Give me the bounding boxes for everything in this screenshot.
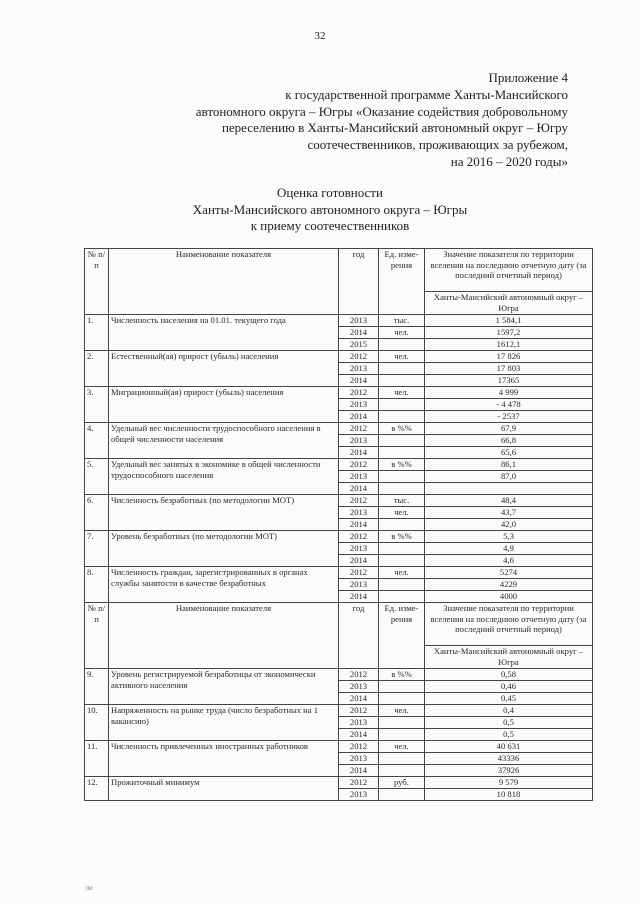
- row-year: 2013: [339, 579, 379, 591]
- row-number: 8.: [85, 567, 109, 603]
- row-year: 2012: [339, 387, 379, 399]
- row-year: 2014: [339, 411, 379, 423]
- header-num: № п/п: [85, 249, 109, 315]
- table-row: [85, 567, 593, 579]
- table-row: [85, 387, 593, 399]
- row-unit: руб.: [379, 777, 425, 789]
- row-unit: в %%: [379, 423, 425, 435]
- row-unit: чел.: [379, 327, 425, 339]
- row-unit: тыс.: [379, 315, 425, 327]
- row-value: 43336: [425, 753, 593, 765]
- row-year: 2013: [339, 315, 379, 327]
- row-number: 7.: [85, 531, 109, 567]
- row-number: 4.: [85, 423, 109, 459]
- appendix-note: [138, 70, 568, 171]
- row-unit: [379, 753, 425, 765]
- header-value: Значение показателя по территории вселения на последнюю отчетную дату (за последний отчетный период): [425, 249, 593, 292]
- row-unit: [379, 399, 425, 411]
- row-value: 17 803: [425, 363, 593, 375]
- row-unit: [379, 339, 425, 351]
- row-year: 2013: [339, 363, 379, 375]
- table-row: [85, 351, 593, 363]
- document-title: [150, 185, 510, 235]
- row-value: 0,46: [425, 681, 593, 693]
- row-unit: тыс.: [379, 495, 425, 507]
- row-year: 2013: [339, 753, 379, 765]
- header-unit: Ед. изме-рения: [379, 603, 425, 669]
- row-year: 2013: [339, 717, 379, 729]
- row-year: 2012: [339, 495, 379, 507]
- row-unit: [379, 483, 425, 495]
- row-value: 17365: [425, 375, 593, 387]
- row-year: 2013: [339, 789, 379, 801]
- row-value: 10 818: [425, 789, 593, 801]
- row-value: 17 826: [425, 351, 593, 363]
- row-number: 2.: [85, 351, 109, 387]
- row-unit: чел.: [379, 741, 425, 753]
- header-value: Значение показателя по территории вселения на последнюю отчетную дату (за последний отчетный период): [425, 603, 593, 646]
- footer-mark: ne: [86, 884, 93, 892]
- row-year: 2014: [339, 447, 379, 459]
- row-number: 10.: [85, 705, 109, 741]
- row-value: 1612,1: [425, 339, 593, 351]
- indicator-name: Численность граждан, зарегистрированных в органах службы занятости в качестве безработных: [109, 567, 339, 603]
- row-value: 5,3: [425, 531, 593, 543]
- table-row: [85, 669, 593, 681]
- appendix-line: автономного округа – Югры «Оказание содействия добровольному: [195, 103, 568, 119]
- row-year: 2013: [339, 471, 379, 483]
- row-value: 42,0: [425, 519, 593, 531]
- row-value: 1597,2: [425, 327, 593, 339]
- row-unit: в %%: [379, 531, 425, 543]
- header-value-sub: Ханты-Мансийский автономный округ – Югра: [425, 292, 593, 315]
- table-row: [85, 741, 593, 753]
- row-value: 87,0: [425, 471, 593, 483]
- appendix-line: к государственной программе Ханты-Мансийского: [285, 86, 568, 102]
- row-value: 0,58: [425, 669, 593, 681]
- appendix-line: соотечественников, проживающих за рубежом,: [307, 137, 568, 153]
- row-year: 2012: [339, 705, 379, 717]
- row-year: 2014: [339, 327, 379, 339]
- indicator-name: Уровень безработных (по методологии МОТ): [109, 531, 339, 567]
- row-year: 2013: [339, 681, 379, 693]
- row-value: 48,4: [425, 495, 593, 507]
- row-value: 4 999: [425, 387, 593, 399]
- row-unit: [379, 579, 425, 591]
- row-year: 2014: [339, 765, 379, 777]
- row-unit: чел.: [379, 387, 425, 399]
- row-year: 2012: [339, 423, 379, 435]
- row-value: 5274: [425, 567, 593, 579]
- row-number: 3.: [85, 387, 109, 423]
- indicator-name: Миграционный(ая) прирост (убыль) населения: [109, 387, 339, 423]
- row-unit: [379, 555, 425, 567]
- row-year: 2012: [339, 669, 379, 681]
- header-year: год: [339, 603, 379, 669]
- row-number: 11.: [85, 741, 109, 777]
- row-year: 2014: [339, 519, 379, 531]
- indicator-name: Естественный(ая) прирост (убыль) населения: [109, 351, 339, 387]
- readiness-table: [84, 248, 593, 801]
- row-value: 65,6: [425, 447, 593, 459]
- row-value: - 2537: [425, 411, 593, 423]
- table-row: [85, 315, 593, 327]
- indicator-name: Численность безработных (по методологии МОТ): [109, 495, 339, 531]
- row-value: 4,6: [425, 555, 593, 567]
- row-year: 2014: [339, 693, 379, 705]
- table-row: [85, 777, 593, 789]
- header-name: Наименование показателя: [109, 249, 339, 315]
- row-year: 2014: [339, 375, 379, 387]
- title-line: Ханты-Мансийского автономного округа – Югры: [192, 201, 468, 217]
- table-row: [85, 495, 593, 507]
- header-unit: Ед. изме-рения: [379, 249, 425, 315]
- table-header-row: [85, 603, 593, 646]
- indicator-name: Численность привлеченных иностранных работников: [109, 741, 339, 777]
- row-unit: [379, 693, 425, 705]
- row-unit: [379, 789, 425, 801]
- row-value: 4000: [425, 591, 593, 603]
- row-value: 4229: [425, 579, 593, 591]
- title-line: к приему соотечественников: [250, 218, 410, 233]
- row-unit: [379, 471, 425, 483]
- row-year: 2012: [339, 531, 379, 543]
- row-year: 2012: [339, 741, 379, 753]
- row-unit: чел.: [379, 507, 425, 519]
- row-year: 2013: [339, 543, 379, 555]
- row-unit: [379, 363, 425, 375]
- row-unit: [379, 519, 425, 531]
- row-year: 2014: [339, 591, 379, 603]
- header-name: Наименование показателя: [109, 603, 339, 669]
- row-value: 86,1: [425, 459, 593, 471]
- row-unit: [379, 447, 425, 459]
- indicator-name: Численность населения на 01.01. текущего года: [109, 315, 339, 351]
- row-unit: [379, 435, 425, 447]
- row-unit: [379, 681, 425, 693]
- header-num: № п/п: [85, 603, 109, 669]
- indicator-name: Уровень регистрируемой безработицы от экономически активного населения: [109, 669, 339, 705]
- row-unit: [379, 717, 425, 729]
- row-value: 43,7: [425, 507, 593, 519]
- page-number: 32: [314, 30, 326, 42]
- row-value: 0,5: [425, 717, 593, 729]
- row-value: 66,8: [425, 435, 593, 447]
- row-unit: [379, 375, 425, 387]
- table-row: [85, 423, 593, 435]
- row-year: 2013: [339, 507, 379, 519]
- row-unit: [379, 729, 425, 741]
- row-year: 2013: [339, 435, 379, 447]
- row-year: 2013: [339, 399, 379, 411]
- row-unit: [379, 591, 425, 603]
- table-body: [85, 249, 593, 801]
- row-value: 40 631: [425, 741, 593, 753]
- row-year: 2012: [339, 777, 379, 789]
- header-value-sub: Ханты-Мансийский автономный округ – Югра: [425, 646, 593, 669]
- row-value: 37926: [425, 765, 593, 777]
- appendix-line: переселению в Ханты-Мансийский автономный округ – Югру: [221, 120, 568, 136]
- title-line: Оценка готовности: [277, 185, 383, 200]
- row-unit: [379, 411, 425, 423]
- row-year: 2014: [339, 483, 379, 495]
- row-number: 1.: [85, 315, 109, 351]
- row-value: 0,4: [425, 705, 593, 717]
- row-year: 2012: [339, 567, 379, 579]
- appendix-line: Приложение 4: [488, 70, 568, 85]
- row-value: 0,45: [425, 693, 593, 705]
- row-number: 9.: [85, 669, 109, 705]
- table-row: [85, 459, 593, 471]
- row-unit: в %%: [379, 669, 425, 681]
- row-number: 6.: [85, 495, 109, 531]
- row-year: 2012: [339, 459, 379, 471]
- row-unit: чел.: [379, 567, 425, 579]
- row-unit: в %%: [379, 459, 425, 471]
- indicator-name: Удельный вес численности трудоспособного населения в общей численности населения: [109, 423, 339, 459]
- row-year: 2014: [339, 729, 379, 741]
- header-year: год: [339, 249, 379, 315]
- row-value: 4,9: [425, 543, 593, 555]
- row-value: 67,9: [425, 423, 593, 435]
- row-value: [425, 483, 593, 495]
- row-year: 2014: [339, 555, 379, 567]
- row-unit: чел.: [379, 705, 425, 717]
- appendix-line: на 2016 – 2020 годы»: [450, 153, 568, 169]
- row-year: 2012: [339, 351, 379, 363]
- row-value: 9 579: [425, 777, 593, 789]
- table-row: [85, 531, 593, 543]
- row-unit: [379, 543, 425, 555]
- indicator-name: Напряженность на рынке труда (число безработных на 1 вакансию): [109, 705, 339, 741]
- row-number: 12.: [85, 777, 109, 801]
- row-value: - 4 478: [425, 399, 593, 411]
- table-header-row: [85, 249, 593, 292]
- indicator-name: Удельный вес занятых в экономике в общей численности трудоспособного населения: [109, 459, 339, 495]
- table-row: [85, 705, 593, 717]
- row-unit: [379, 765, 425, 777]
- row-unit: чел.: [379, 351, 425, 363]
- row-value: 0,5: [425, 729, 593, 741]
- row-year: 2015: [339, 339, 379, 351]
- indicator-name: Прожиточный минимум: [109, 777, 339, 801]
- row-number: 5.: [85, 459, 109, 495]
- row-value: 1 584,1: [425, 315, 593, 327]
